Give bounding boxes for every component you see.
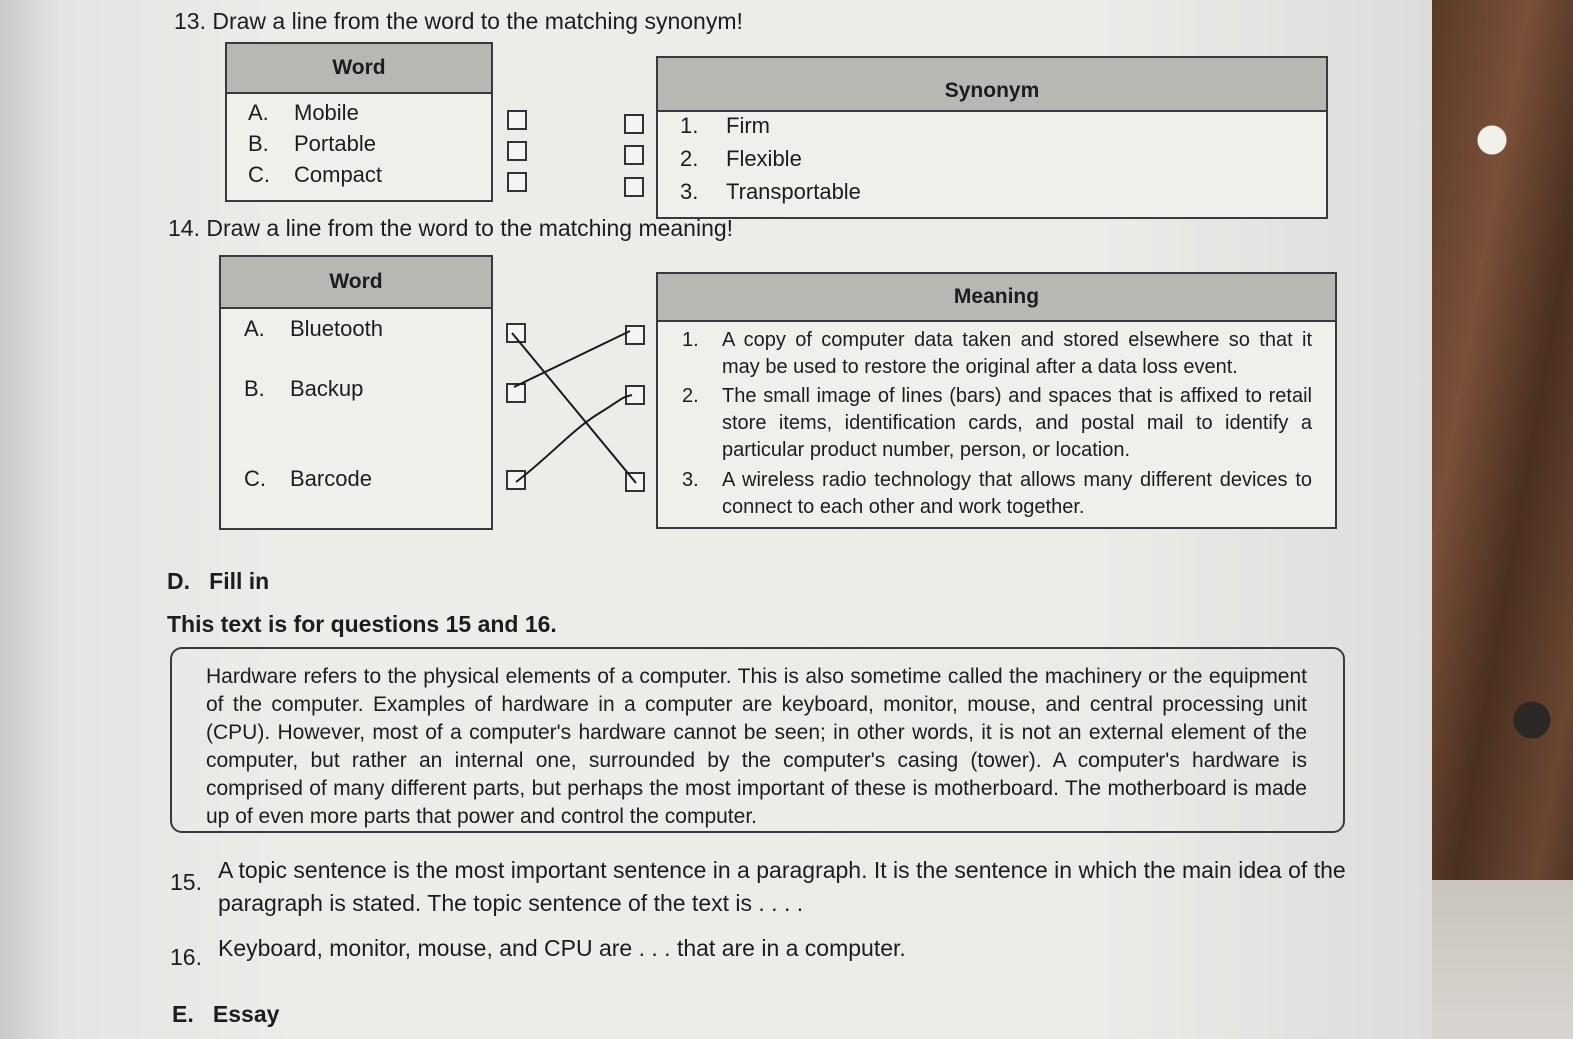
q13-word-a: A. Mobile xyxy=(248,100,359,125)
section-d-title: D. Fill in xyxy=(167,568,270,594)
q14-line-a-to-3 xyxy=(512,333,636,483)
section-d-intro: This text is for questions 15 and 16. xyxy=(167,611,557,637)
q14-word-b: B. Backup xyxy=(244,376,364,401)
q13-synonym-2: 2. Flexible xyxy=(680,146,802,171)
question-15-number: 15. xyxy=(170,869,202,895)
q13-synonym-3: 3. Transportable xyxy=(680,179,861,204)
q14-word-c: C. Barcode xyxy=(244,466,372,491)
question-16-text: Keyboard, monitor, mouse, and CPU are . . . that are in a computer. xyxy=(218,935,906,961)
q14-word-header: Word xyxy=(221,257,491,309)
q14-meaning-header: Meaning xyxy=(658,274,1335,322)
q14-meaning-1: 1. A copy of computer data taken and stored elsewhere so that it may be used to restore the original after a data loss event. xyxy=(682,329,1312,378)
question-16-number: 16. xyxy=(170,944,202,970)
q14-word-a: A. Bluetooth xyxy=(244,316,383,341)
q14-meaning-3: 3. A wireless radio technology that allows many different devices to connect to each other and work together. xyxy=(682,469,1312,518)
reading-passage: Hardware refers to the physical elements of a computer. This is also sometime called the machinery or the equipment of the computer. Examples of hardware in a computer are keyboard, monitor, mouse, and central processing unit (CPU). However, most of a computer's hardware cannot be seen; in other words, it is not an external element of the computer, but rather an internal one, surrounded by the computer's casing (tower). A computer's hardware is comprised of many different parts, but perhaps the most important of these is motherboard. The motherboard is made up of even more parts that power and control the computer. xyxy=(170,647,1345,833)
q13-title: 13. Draw a line from the word to the matching synonym! xyxy=(174,8,743,34)
q13-word-c: C. Compact xyxy=(248,162,383,187)
q13-word-header: Word xyxy=(227,44,491,94)
question-15-text: A topic sentence is the most important sentence in a paragraph. It is the sentence in which the main idea of the paragraph is stated. The topic sentence of the text is . . . . xyxy=(218,857,1346,916)
table-surface-light xyxy=(1432,880,1573,1039)
q13-synonym-header: Synonym xyxy=(658,58,1326,112)
q14-meaning-2: 2. The small image of lines (bars) and spaces that is affixed to retail store items, identification cards, and postal mail to identify a particular product number, person, or location. xyxy=(682,385,1312,461)
q13-word-b: B. Portable xyxy=(248,131,376,156)
section-e-title: E. Essay xyxy=(172,1001,280,1027)
q14-line-b-to-1 xyxy=(514,331,630,387)
q13-synonym-1: 1. Firm xyxy=(680,113,770,138)
q14-title: 14. Draw a line from the word to the matching meaning! xyxy=(168,215,734,241)
